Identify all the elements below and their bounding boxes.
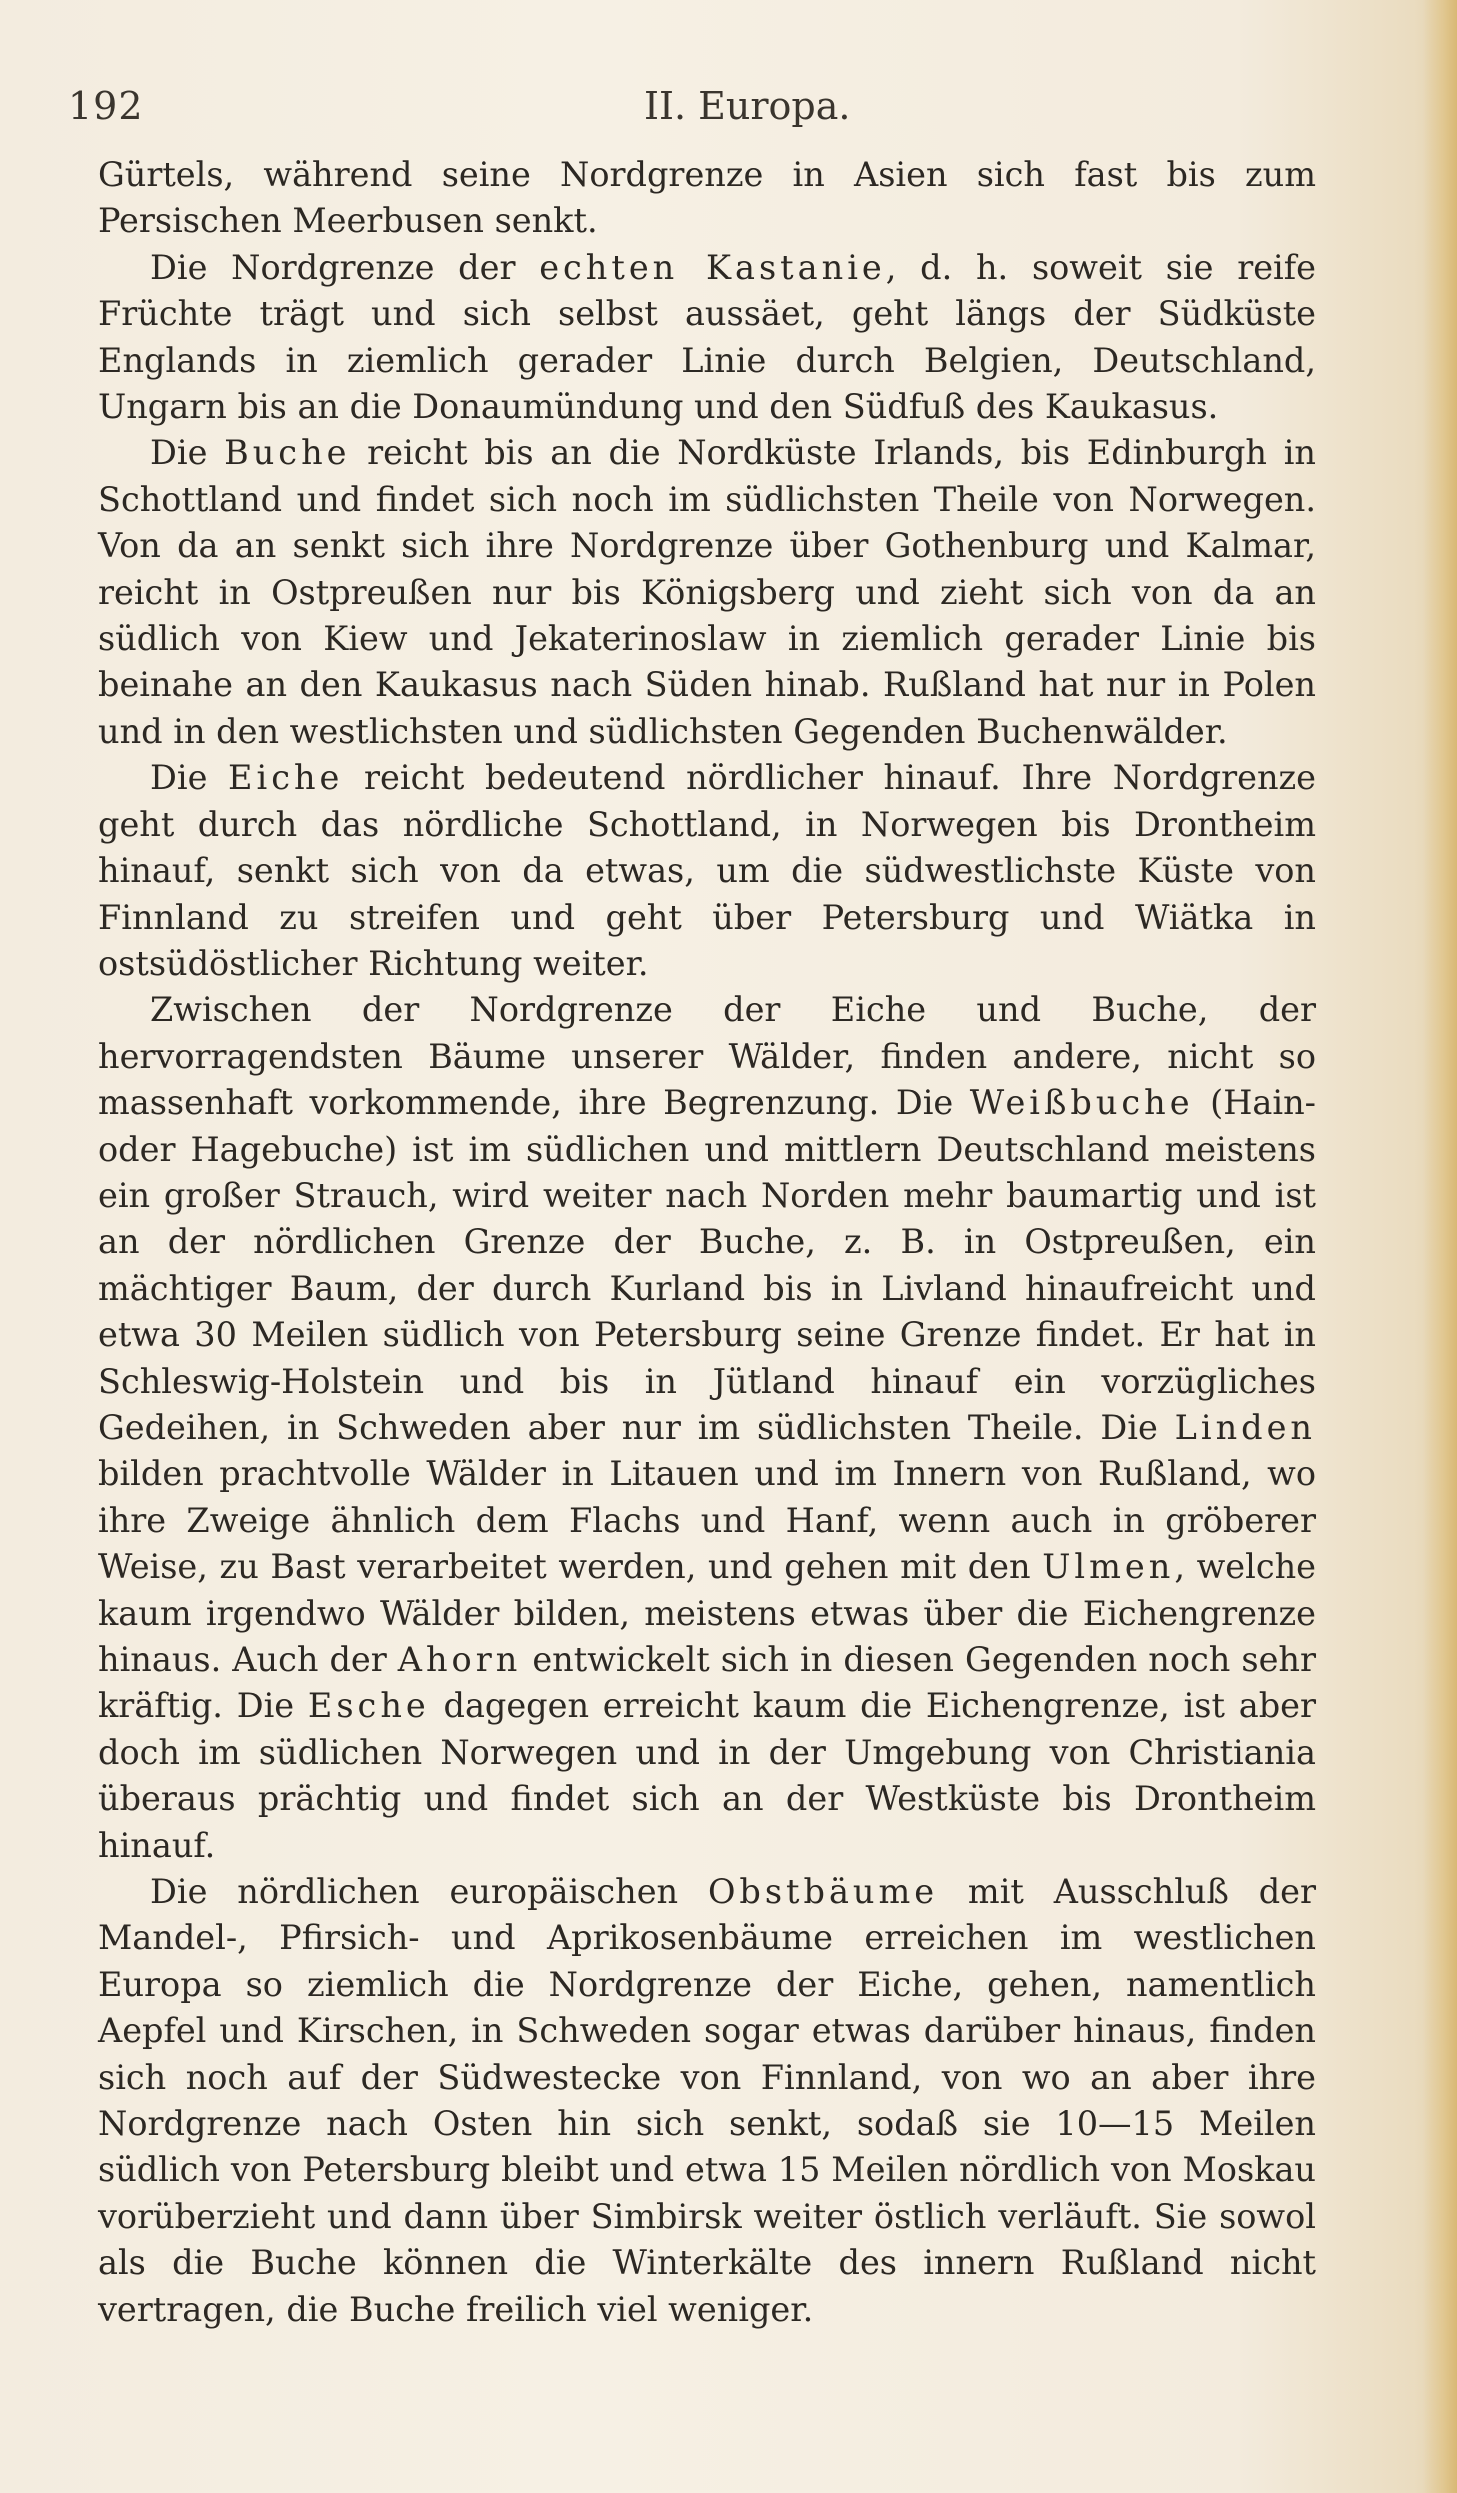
paragraph (98, 1869, 1316, 2333)
paragraph (98, 755, 1316, 987)
paragraph (98, 152, 1316, 245)
text-run: mit Ausschluß der Mandel-, Pfirsich- und Aprikosenbäume erreichen im westlichen Europa so ziemlich die Nordgrenze der Eiche, gehen, namentlich Aepfel und Kirschen, in Schweden sogar etwas darüber hinaus, finden sich noch auf der Südwestecke von Finnland, von wo an aber ihre Nordgrenze nach Osten hin sich senkt, sodaß sie 10—15 Meilen südlich von Petersburg bleibt und etwa 15 Meilen nördlich von Moskau vorüberzieht und dann über Simbirsk weiter östlich verläuft. Sie sowol als die Buche können die Winterkälte des innern Rußland nicht vertragen, die Buche freilich viel weniger. (98, 1872, 1316, 2329)
emphasized-term: Linden (1174, 1407, 1316, 1447)
emphasized-term: Buche (224, 433, 351, 473)
page-edge-stain (1423, 0, 1457, 2493)
emphasized-term: Eiche (228, 758, 344, 798)
text-run: Die (150, 433, 225, 473)
text-run: Die (150, 758, 229, 798)
paragraph (98, 987, 1316, 1869)
text-run: , welche kaum irgendwo Wälder bilden, meistens etwas über die Eichengrenze hinaus. Auch der (98, 1547, 1316, 1679)
text-run: Die Nordgrenze der (150, 247, 540, 287)
page-number: 192 (68, 84, 144, 128)
text-run: reicht bedeutend nördlicher hinauf. Ihre Nordgrenze geht durch das nördliche Schottland, in Norwegen bis Drontheim hinauf, senkt sich von da etwas, um die südwestlichste Küste von Finnland zu streifen und geht über Petersburg und Wiätka in ostsüdöstlicher Richtung weiter. (98, 758, 1316, 983)
paragraph (98, 245, 1316, 431)
text-run: Gürtels, während seine Nordgrenze in Asien sich fast bis zum Persischen Meerbusen senkt. (98, 155, 1316, 241)
emphasized-term: echten Kastanie (539, 247, 886, 287)
running-head: II. Europa. (644, 84, 851, 128)
emphasized-term: Ulmen (1042, 1547, 1175, 1587)
emphasized-term: Esche (307, 1686, 430, 1726)
text-run: bilden prachtvolle Wälder in Litauen und im Innern von Rußland, wo ihre Zweige ähnlich dem Flachs und Hanf, wenn auch in gröberer Weise, zu Bast verarbeitet werden, und gehen mit den (98, 1454, 1316, 1587)
text-run: entwickelt sich in diesen Gegenden noch sehr kräftig. Die (98, 1640, 1316, 1726)
text-run: Die nördlichen europäischen (150, 1872, 708, 1912)
body-text (98, 152, 1316, 2333)
page-header (68, 84, 1328, 140)
emphasized-term: Weißbuche (969, 1083, 1194, 1123)
text-run: reicht bis an die Nordküste Irlands, bis Edinburgh in Schottland und findet sich noch im südlichsten Theile von Norwegen. Von da an senkt sich ihre Nordgrenze über Gothenburg und Kalmar, reicht in Ostpreußen nur bis Königsberg und zieht sich von da an südlich von Kiew und Jekaterinoslaw in ziemlich gerader Linie bis beinahe an den Kaukasus nach Süden hinab. Rußland hat nur in Polen und in den westlichsten und südlichsten Gegenden Buchenwälder. (98, 433, 1317, 751)
text-run: , d. h. soweit sie reife Früchte trägt und sich selbst aussäet, geht längs der Südküste Englands in ziemlich gerader Linie durch Belgien, Deutschland, Ungarn bis an die Donaumündung und den Südfuß des Kaukasus. (98, 247, 1316, 427)
text-run: (Hain- oder Hagebuche) ist im südlichen und mittlern Deutschland meistens ein großer Strauch, wird weiter nach Norden mehr baumartig und ist an der nördlichen Grenze der Buche, z. B. in Ostpreußen, ein mächtiger Baum, der durch Kurland bis in Livland hinaufreicht und etwa 30 Meilen südlich von Petersburg seine Grenze findet. Er hat in Schleswig-Holstein und bis in Jütland hinauf ein vorzügliches Gedeihen, in Schweden aber nur im südlichsten Theile. Die (98, 1083, 1316, 1447)
text-run: Zwischen der Nordgrenze der Eiche und Buche, der hervorragendsten Bäume unserer Wälder, finden andere, nicht so massenhaft vorkommende, ihre Begrenzung. Die (98, 990, 1316, 1123)
emphasized-term: Obstbäume (707, 1872, 939, 1912)
emphasized-term: Ahorn (397, 1640, 522, 1679)
paragraph (98, 430, 1316, 755)
text-run: dagegen erreicht kaum die Eichengrenze, ist aber doch im südlichen Norwegen und in der Umgebung von Christiania überaus prächtig und findet sich an der Westküste bis Drontheim hinauf. (98, 1686, 1316, 1865)
